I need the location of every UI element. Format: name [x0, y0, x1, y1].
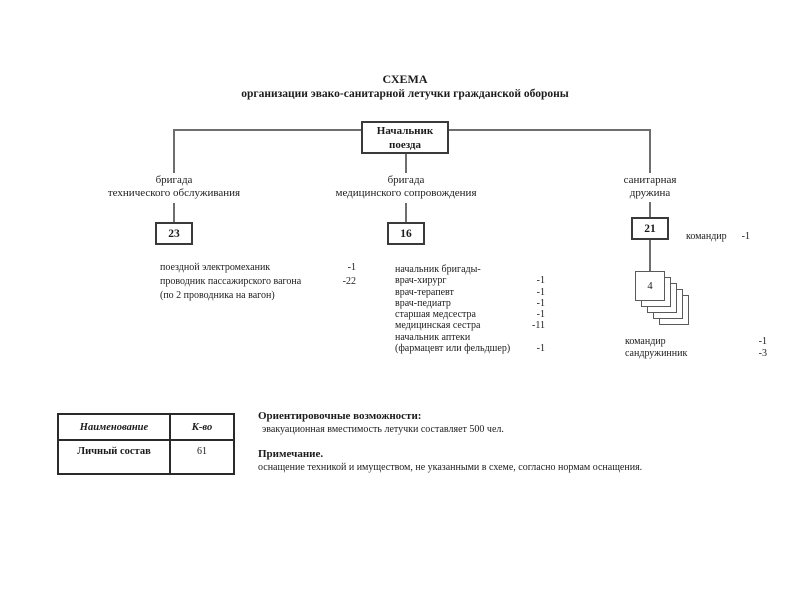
personnel-label: начальник бригады-: [395, 264, 481, 275]
count-box-san: 21: [631, 217, 669, 240]
connector-med-down-2: [405, 203, 407, 222]
personnel-label: врач-терапевт: [395, 286, 454, 298]
personnel-value: -1: [536, 343, 545, 355]
personnel-value: -22: [342, 276, 356, 287]
personnel-label: врач-хирург: [395, 275, 447, 287]
table-row: [59, 441, 233, 473]
personnel-label: командир: [625, 336, 666, 347]
personnel-label: старшая медсестра: [395, 309, 476, 321]
personnel-value: -1: [536, 297, 545, 309]
san-commander-note: [686, 231, 750, 243]
node-train-chief-line1: Начальник: [376, 125, 434, 137]
branch-label-tech-line2: технического обслуживания: [107, 187, 241, 199]
table-header-count: К-во: [169, 415, 233, 439]
personnel-row: [395, 275, 545, 286]
personnel-label: поездной электромеханик: [160, 262, 271, 273]
personnel-list-tech: [160, 261, 356, 303]
node-train-chief: [361, 121, 449, 154]
personnel-label: врач-педиатр: [395, 297, 451, 309]
capabilities-heading: Ориентировочные возможности:: [258, 410, 422, 422]
table-cell-name: Личный состав: [77, 446, 151, 457]
slide-title: СХЕМА: [382, 72, 428, 86]
slide-subtitle: организации эвако-санитарной летучки гражданской обороны: [241, 88, 569, 100]
personnel-value: -1: [536, 275, 545, 287]
count-box-med: 16: [387, 222, 425, 245]
personnel-row: [160, 275, 356, 289]
personnel-label: (фармацевт или фельдшер): [395, 343, 511, 355]
branch-label-med-line1: бригада: [387, 174, 425, 186]
connector-san-down-1: [649, 129, 651, 173]
branch-label-san-line1: санитарная: [623, 174, 677, 186]
connector-tech-down-2: [173, 203, 175, 222]
personnel-row: [625, 348, 767, 360]
personnel-list-med: [395, 264, 545, 354]
branch-label-san: [572, 174, 728, 200]
personnel-label: медицинская сестра: [395, 320, 481, 332]
personnel-value: -1: [347, 262, 356, 273]
table-header-name: Наименование: [79, 421, 149, 433]
branch-label-tech-line1: бригада: [155, 174, 193, 186]
connector-med-down-1: [405, 153, 407, 173]
personnel-label: начальник аптеки: [395, 331, 471, 343]
personnel-row: [625, 336, 767, 348]
squad-stack-icon: [635, 271, 691, 327]
table-header-row: [59, 415, 233, 441]
personnel-value: -1: [536, 309, 545, 321]
personnel-row: [395, 287, 545, 298]
connector-root-right: [448, 129, 650, 131]
personnel-row: [160, 261, 356, 275]
capabilities-text: эвакуационная вместимость летучки составляет 500 чел.: [262, 424, 504, 435]
connector-san-down-2: [649, 202, 651, 217]
san-commander-note-value: -1: [741, 231, 750, 242]
connector-root-left: [173, 129, 362, 131]
san-commander-note-label: командир: [686, 231, 727, 242]
count-box-tech: 23: [155, 222, 193, 245]
personnel-row: [395, 309, 545, 320]
connector-san-down-3: [649, 239, 651, 271]
personnel-row: [395, 320, 545, 331]
personnel-label: (по 2 проводника на вагон): [160, 290, 275, 301]
branch-label-med: [296, 174, 516, 200]
branch-label-med-line2: медицинского сопровождения: [335, 187, 477, 199]
personnel-list-san: [625, 336, 767, 360]
connector-tech-down-1: [173, 129, 175, 173]
personnel-value: -1: [758, 336, 767, 347]
note-text: оснащение техникой и имуществом, не указанными в схеме, согласно нормам оснащения.: [258, 462, 643, 473]
personnel-row: [395, 264, 545, 275]
node-train-chief-line2: поезда: [388, 139, 421, 151]
note-heading: Примечание.: [258, 448, 324, 460]
personnel-value: -11: [532, 320, 545, 332]
personnel-row: [160, 289, 356, 303]
personnel-row: [395, 343, 545, 354]
personnel-value: -1: [536, 286, 545, 298]
personnel-value: -3: [758, 348, 767, 359]
personnel-table: [57, 413, 235, 475]
branch-label-san-line2: дружина: [629, 187, 671, 199]
personnel-label: сандружинник: [625, 348, 688, 359]
branch-label-tech: [64, 174, 284, 200]
table-cell-count: 61: [169, 441, 233, 473]
personnel-row: [395, 332, 545, 343]
slide-title-block: [0, 72, 800, 102]
squad-card-front: 4: [635, 271, 665, 301]
personnel-label: проводник пассажирского вагона: [160, 276, 302, 287]
personnel-row: [395, 298, 545, 309]
